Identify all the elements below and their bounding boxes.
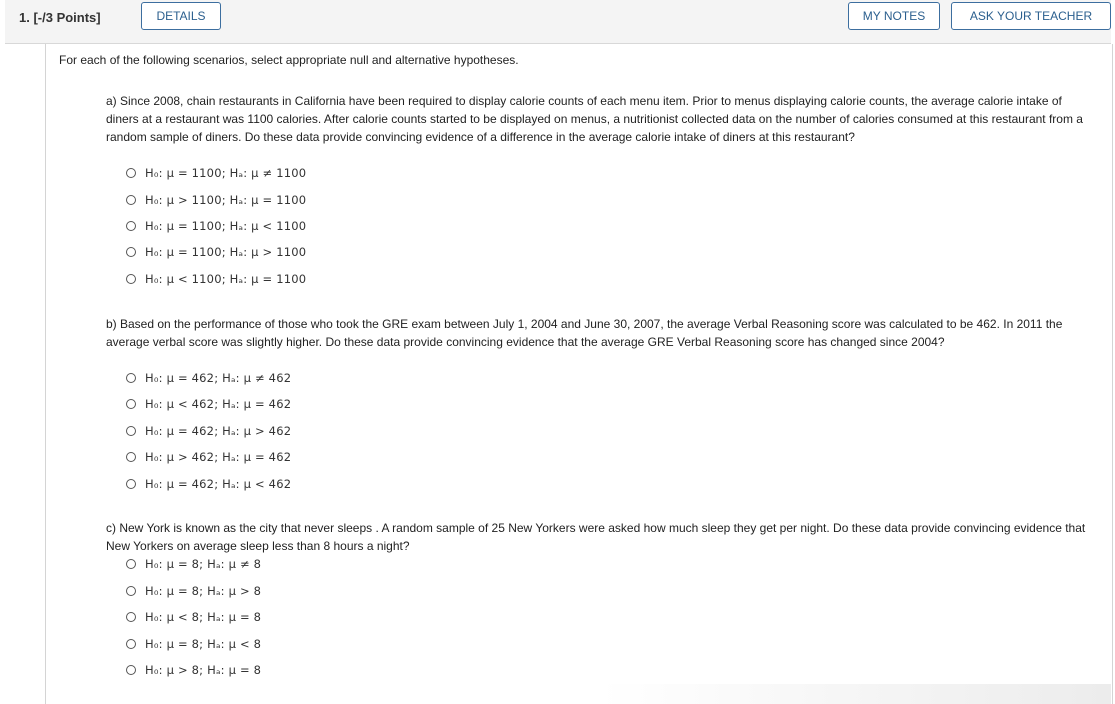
option-label: H₀: μ > 8; Hₐ: μ = 8 — [145, 663, 262, 677]
radio-button[interactable] — [126, 426, 136, 436]
radio-button[interactable] — [126, 274, 136, 284]
question-header — [5, 0, 1111, 44]
part-c-option-4[interactable] — [126, 635, 261, 653]
radio-button[interactable] — [126, 221, 136, 231]
radio-button[interactable] — [126, 399, 136, 409]
bottom-shadow — [600, 684, 1111, 704]
part-a-option-2[interactable] — [126, 191, 306, 209]
part-b-option-3[interactable] — [126, 422, 291, 440]
part-c-option-1[interactable] — [126, 555, 261, 573]
option-label: H₀: μ > 462; Hₐ: μ = 462 — [145, 450, 292, 464]
part-b-option-5[interactable] — [126, 475, 291, 493]
part-c-prompt: c) New York is known as the city that never sleeps . A random sample of 25 New Yorkers were asked how much sleep they get per night. Do these data provide convincing evidence that New Yorkers on average sleep less than 8 hours a night? — [106, 521, 1086, 553]
option-label: H₀: μ = 462; Hₐ: μ > 462 — [145, 424, 292, 438]
radio-button[interactable] — [126, 639, 136, 649]
question-number: 1. [-/3 Points] — [19, 10, 101, 25]
radio-button[interactable] — [126, 665, 136, 675]
option-label: H₀: μ = 1100; Hₐ: μ < 1100 — [145, 219, 307, 233]
part-a-option-1[interactable] — [126, 164, 306, 182]
option-label: H₀: μ = 462; Hₐ: μ < 462 — [145, 477, 292, 491]
ask-teacher-button[interactable]: ASK YOUR TEACHER — [951, 2, 1111, 30]
option-label: H₀: μ = 8; Hₐ: μ < 8 — [145, 637, 262, 651]
part-a-option-4[interactable] — [126, 243, 306, 261]
radio-button[interactable] — [126, 195, 136, 205]
option-label: H₀: μ = 462; Hₐ: μ ≠ 462 — [145, 371, 292, 385]
part-a-prompt: a) Since 2008, chain restaurants in California have been required to display calorie counts of each menu item. Prior to menus displaying calorie counts, the average calorie intake of diners at a restaurant was 1100 calories. After calorie counts started to be displayed on menus, a nutritionist collected data on the number of calories consumed at this restaurant from a random sample of diners. Do these data provide convincing evidence of a difference in the average calorie intake of diners at this restaurant? — [106, 94, 1083, 144]
radio-button[interactable] — [126, 559, 136, 569]
part-b-prompt: b) Based on the performance of those who took the GRE exam between July 1, 2004 and June 30, 2007, the average Verbal Reasoning score was calculated to be 462. In 2011 the average verbal score was slightly higher. Do these data provide convincing evidence that the average GRE Verbal Reasoning score has changed since 2004? — [106, 317, 1063, 349]
option-label: H₀: μ = 8; Hₐ: μ ≠ 8 — [145, 557, 262, 571]
option-label: H₀: μ < 1100; Hₐ: μ = 1100 — [145, 272, 307, 286]
option-label: H₀: μ < 462; Hₐ: μ = 462 — [145, 397, 292, 411]
radio-button[interactable] — [126, 373, 136, 383]
part-c-option-5[interactable] — [126, 661, 261, 679]
part-b-option-1[interactable] — [126, 369, 291, 387]
details-button[interactable]: DETAILS — [141, 2, 221, 30]
part-a-option-3[interactable] — [126, 217, 306, 235]
radio-button[interactable] — [126, 452, 136, 462]
radio-button[interactable] — [126, 586, 136, 596]
my-notes-button[interactable]: MY NOTES — [848, 2, 940, 30]
radio-button[interactable] — [126, 479, 136, 489]
option-label: H₀: μ = 8; Hₐ: μ > 8 — [145, 584, 262, 598]
question-intro: For each of the following scenarios, select appropriate null and alternative hypotheses. — [59, 53, 519, 67]
radio-button[interactable] — [126, 168, 136, 178]
part-a-option-5[interactable] — [126, 270, 306, 288]
radio-button[interactable] — [126, 247, 136, 257]
part-c-option-3[interactable] — [126, 608, 261, 626]
part-b-option-4[interactable] — [126, 448, 291, 466]
option-label: H₀: μ > 1100; Hₐ: μ = 1100 — [145, 193, 307, 207]
option-label: H₀: μ = 1100; Hₐ: μ ≠ 1100 — [145, 166, 307, 180]
part-c-option-2[interactable] — [126, 582, 261, 600]
option-label: H₀: μ = 1100; Hₐ: μ > 1100 — [145, 245, 307, 259]
radio-button[interactable] — [126, 612, 136, 622]
part-b-option-2[interactable] — [126, 395, 291, 413]
option-label: H₀: μ < 8; Hₐ: μ = 8 — [145, 610, 262, 624]
